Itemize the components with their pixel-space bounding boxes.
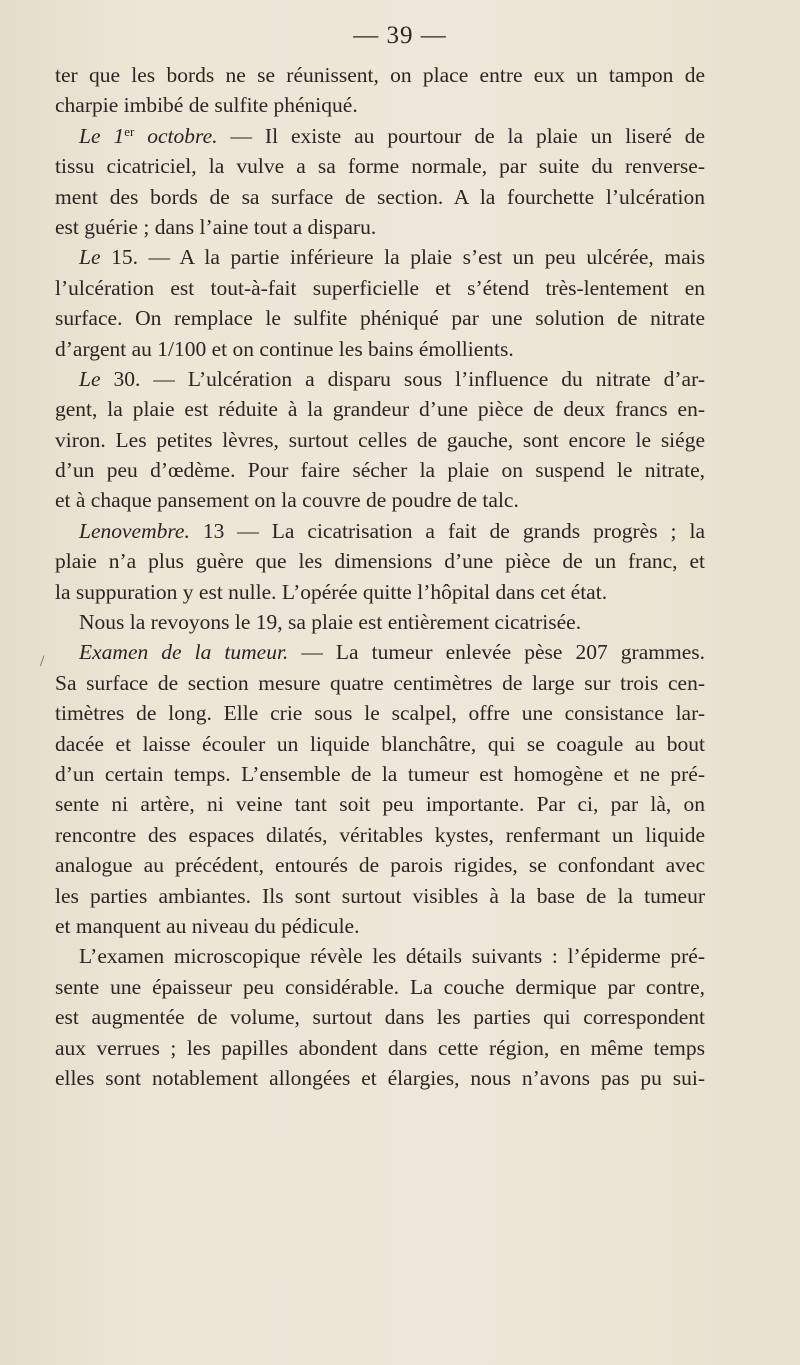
text-run: 13 (189, 518, 238, 543)
text-run: elles sont notablement allongées et élargies, nous n’avons pas pu sui- (55, 1065, 705, 1090)
text-run: ter que les bords ne se réunissent, on place entre eux un tampon de (55, 63, 705, 87)
text-run: ment des bords de sa surface de section. A la fourchette l’ulcération (55, 184, 705, 209)
text-run: rencontre des espaces dilatés, véritables kystes, renfermant un liquide (55, 822, 705, 847)
text-line (55, 729, 705, 759)
text-line (55, 1002, 705, 1032)
text-line (55, 485, 705, 515)
text-line (55, 1063, 705, 1093)
text-line (55, 516, 705, 546)
text-run: l’ulcération est tout-à-fait superficielle et s’étend très-lentement en (55, 275, 705, 300)
text-run: et à chaque pansement on la couvre de poudre de talc. (55, 488, 519, 513)
text-line (55, 941, 705, 971)
text-run: Nous la revoyons le 19, sa plaie est entièrement cicatrisée. (79, 610, 582, 635)
text-run: sente une épaisseur peu considérable. La couche dermique par contre, (55, 974, 705, 999)
text-line (55, 212, 705, 242)
text-run: timètres de long. Elle crie sous le scalpel, offre une consistance lar- (55, 701, 705, 726)
text-line (55, 394, 705, 424)
text-run: — La tumeur enlevée pèse 207 grammes. (288, 640, 705, 665)
margin-mark: / (40, 653, 45, 670)
text-line (55, 607, 705, 637)
superscript: er (124, 123, 135, 139)
text-run: viron. Les petites lèvres, surtout celles de gauche, sont encore le siége (55, 427, 705, 452)
text-line (55, 60, 705, 90)
italic-text: Le 1 (79, 123, 125, 148)
text-run: sente ni artère, ni veine tant soit peu importante. Par ci, par là, on (55, 792, 705, 817)
text-line (55, 759, 705, 789)
text-run: est augmentée de volume, surtout dans les parties qui correspondent (55, 1005, 705, 1030)
text-line (55, 364, 705, 394)
text-run: — La cicatrisation a fait de grands progrès ; la (237, 518, 706, 543)
text-line (55, 151, 705, 181)
italic-text: Le (79, 245, 101, 270)
text-line (55, 90, 705, 120)
italic-text: Le (79, 518, 101, 543)
text-line (55, 972, 705, 1002)
italic-text: Examen de la tumeur. (79, 640, 289, 665)
text-line (55, 850, 705, 880)
text-run: les parties ambiantes. Ils sont surtout visibles à la base de la tumeur (55, 883, 705, 908)
text-run: surface. On remplace le sulfite phéniqué par une solution de nitrate (55, 306, 705, 331)
text-run: 15. — A la partie inférieure la plaie s’est un peu ulcérée, mais (100, 245, 705, 270)
text-line (55, 455, 705, 485)
text-line (55, 546, 705, 576)
text-run: tissu cicatriciel, la vulve a sa forme normale, par suite du renverse- (55, 154, 705, 179)
text-run: analogue au précédent, entourés de parois rigides, se confondant avec (55, 853, 705, 878)
text-line (55, 820, 705, 850)
text-run: L’examen microscopique révèle les détails suivants : l’épiderme pré- (79, 944, 705, 969)
body-text (55, 60, 705, 1093)
text-run: Sa surface de section mesure quatre centimètres de large sur trois cen- (55, 670, 705, 695)
text-line (55, 577, 705, 607)
text-line (55, 698, 705, 728)
italic-text: novembre. (100, 518, 190, 543)
text-run: et manquent au niveau du pédicule. (55, 913, 360, 938)
text-line (55, 425, 705, 455)
text-run: d’argent au 1/100 et on continue les bains émollients. (55, 336, 514, 361)
text-line (55, 242, 705, 272)
text-run: dacée et laisse écouler un liquide blanchâtre, qui se coagule au bout (55, 731, 705, 756)
text-line (55, 121, 705, 151)
text-run: charpie imbibé de sulfite phéniqué. (55, 93, 358, 118)
text-line (55, 637, 705, 667)
text-line (55, 881, 705, 911)
text-line (55, 668, 705, 698)
text-line (55, 182, 705, 212)
page-number: — 39 — (353, 22, 447, 49)
text-run: plaie n’a plus guère que les dimensions d’une pièce de un franc, et (55, 549, 705, 574)
text-line (55, 789, 705, 819)
text-line (55, 273, 705, 303)
text-run: la suppuration y est nulle. L’opérée quitte l’hôpital dans cet état. (55, 579, 608, 604)
italic-text: Le (79, 366, 101, 391)
text-run: 30. — L’ulcération a disparu sous l’influence du nitrate d’ar- (100, 366, 705, 391)
text-run: gent, la plaie est réduite à la grandeur d’une pièce de deux francs en- (55, 397, 705, 422)
text-run: — Il existe au pourtour de la plaie un liseré de (217, 123, 705, 148)
text-line (55, 1033, 705, 1063)
italic-text: octobre. (134, 123, 218, 148)
text-line (55, 303, 705, 333)
text-run: d’un peu d’œdème. Pour faire sécher la plaie on suspend le nitrate, (55, 458, 705, 483)
text-line (55, 334, 705, 364)
text-run: d’un certain temps. L’ensemble de la tumeur est homogène et ne pré- (55, 761, 705, 786)
text-line (55, 911, 705, 941)
text-run: aux verrues ; les papilles abondent dans cette région, en même temps (55, 1035, 705, 1060)
text-run: est guérie ; dans l’aine tout a disparu. (55, 214, 377, 239)
